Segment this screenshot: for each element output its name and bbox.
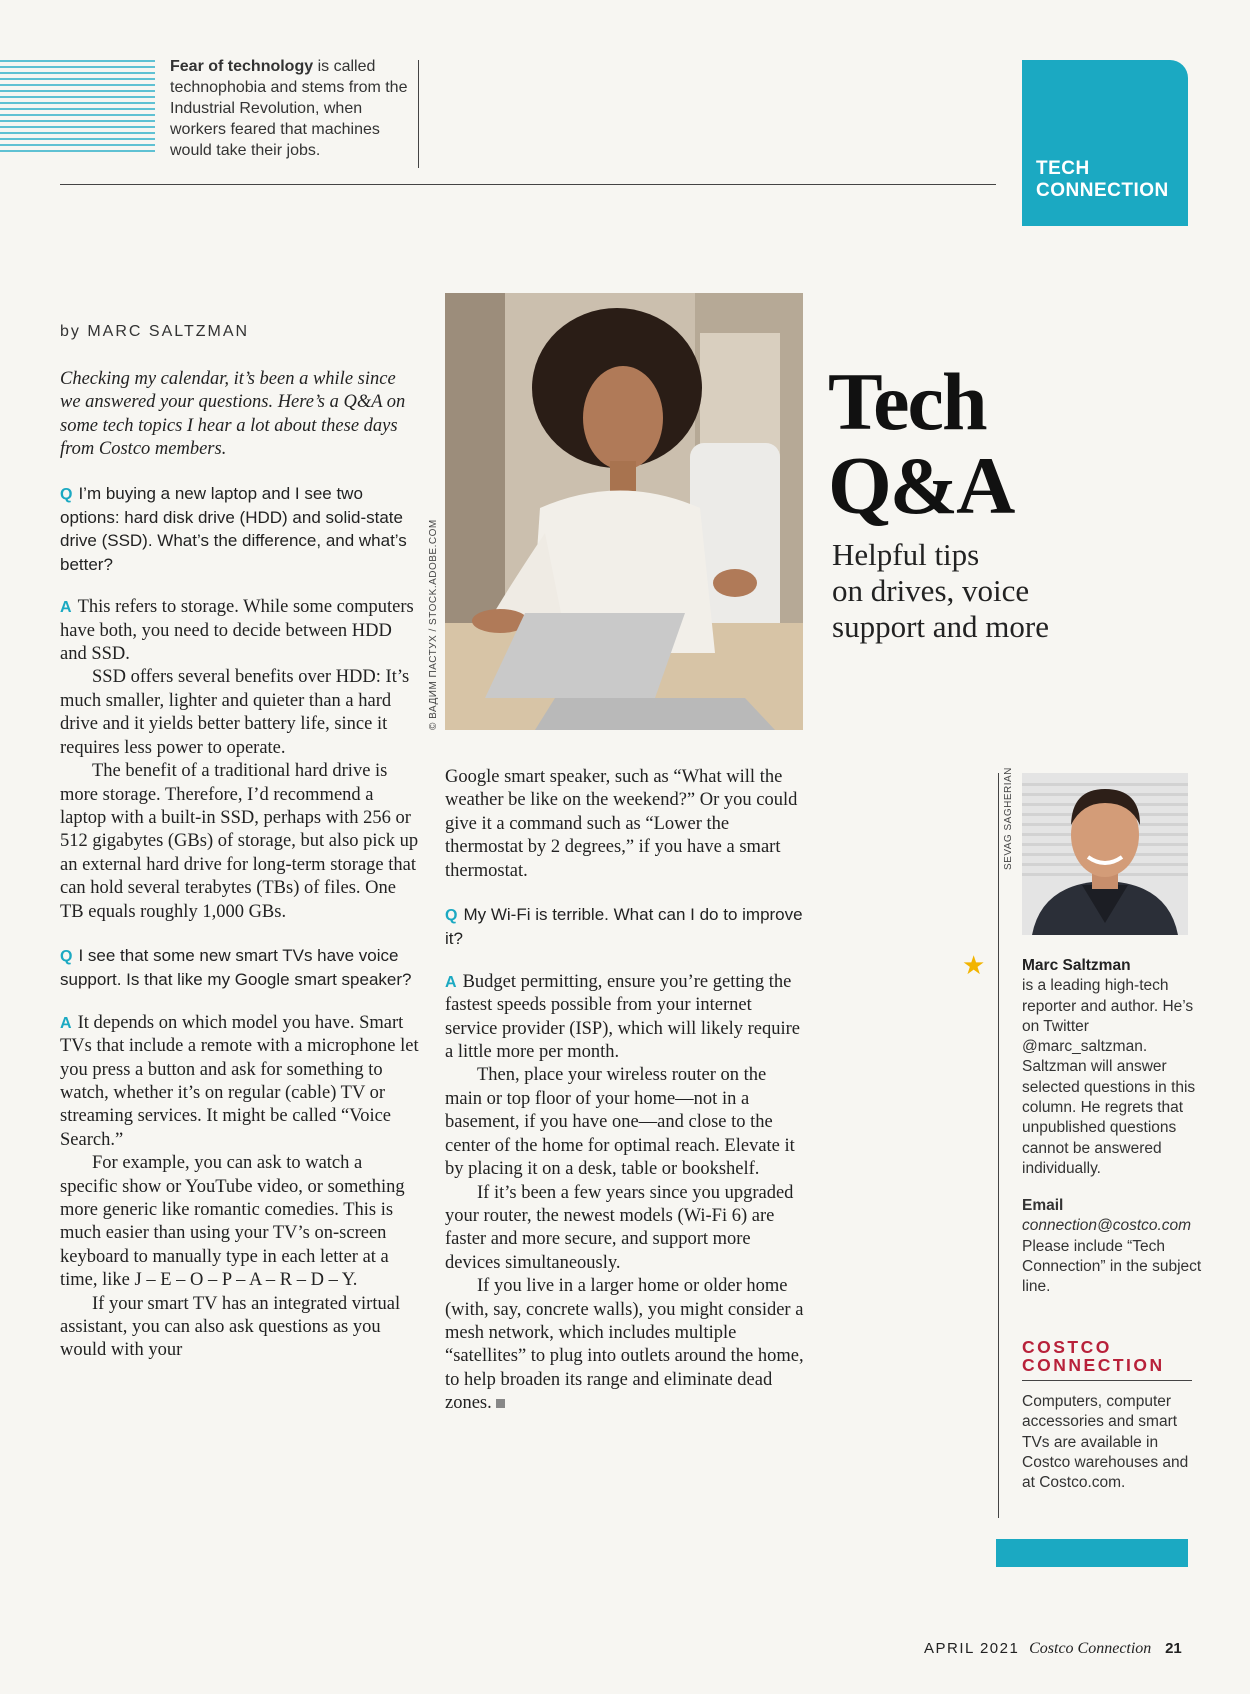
section-tab <box>1022 60 1188 226</box>
author-bio-text-2: . Saltzman will answer selected questions in this column. He regrets that unpublished questions cannot be answered individually. <box>1022 1038 1196 1177</box>
end-mark <box>496 1399 505 1408</box>
sidebar-footer-bar <box>996 1539 1188 1567</box>
dek-line1: Helpful tips <box>832 537 980 572</box>
question-1: Q I’m buying a new laptop and I see two options: hard disk drive (HDD) and solid-state drive (SSD). What’s the difference, and what’s better? <box>60 483 407 574</box>
q-marker: Q <box>60 485 73 503</box>
answer-3-p2: Then, place your wireless router on the main or top floor of your home—not in a basement, if you have one—and close to the center of the home for optimal reach. Elevate it by placing it on a desk, table or bookshelf. <box>445 1065 795 1180</box>
availability-text: Computers, computer accessories and smart TVs are available in Costco warehouses and at Costco.com. <box>1022 1393 1189 1492</box>
answer-1-p1: A This refers to storage. While some computers have both, you need to decide between HDD and SSD. <box>60 597 414 665</box>
section-tab-line1: TECH <box>1036 158 1090 179</box>
email-block <box>1022 1196 1212 1297</box>
sidebar-divider <box>998 773 999 1518</box>
answer-1-p2: SSD offers several benefits over HDD: It’s much smaller, lighter and quieter than a hard drive and it yields better battery life, since it requires less power to operate. <box>60 667 410 758</box>
author-bio <box>1022 956 1202 1179</box>
answer-3-p4: If you live in a larger home or older home (with, say, concrete walls), you might consider a mesh network, which includes multiple “satellites” to plug into outlets around the home, to help broaden its range and eliminate dead zones. <box>445 1276 804 1414</box>
headline-line1: Tech <box>828 356 986 447</box>
dek <box>832 537 1049 645</box>
answer-3-p3: If it’s been a few years since you upgraded your router, the newest models (Wi-Fi 6) are faster and more secure, and support more devices simultaneously. <box>445 1182 794 1273</box>
byline: by MARC SALTZMAN <box>60 323 250 340</box>
answer-2-p3: If your smart TV has an integrated virtual assistant, you can also ask questions as you would with your <box>60 1293 401 1361</box>
answer-1-p3: The benefit of a traditional hard drive is more storage. Therefore, I’d recommend a laptop with a built-in SSD, perhaps with 256 or 512 gigabytes (GBs) of storage, but also pick up an external hard drive for long-term storage that can hold several terabytes (TBs) of files. One TB equals roughly 1,000 GBs. <box>60 761 419 922</box>
answer-2-p2: For example, you can ask to watch a specific show or YouTube video, or something more generic like romantic comedies. This is much easier than using your TV’s on-screen keyboard to manually type in each letter at a time, like J – E – O – P – A – R – D – Y. <box>60 1153 405 1291</box>
page-footer <box>924 1640 1182 1658</box>
top-rule <box>60 184 996 185</box>
headline <box>828 356 1014 531</box>
logo-line2: CONNECTION <box>1022 1355 1165 1375</box>
author-portrait <box>1022 773 1188 935</box>
answer-2-p1: A It depends on which model you have. Smart TVs that include a remote with a microphone let you press a button and ask for something to watch, whether it’s on regular (cable) TV or streaming services. It might be called “Voice Search.” <box>60 1012 419 1150</box>
star-icon: ★ <box>962 951 986 980</box>
costco-connection-logo <box>1022 1338 1165 1374</box>
fact-text: is called technophobia and stems from the Industrial Revolution, when workers feared that machines would take their jobs. <box>170 58 408 159</box>
dek-line3: support and more <box>832 609 1049 644</box>
woman-laptop-illustration <box>445 293 803 730</box>
question-3: Q My Wi-Fi is terrible. What can I do to improve it? <box>445 905 803 949</box>
author-name: Marc Saltzman <box>1022 957 1131 974</box>
footer-date: APRIL 2021 <box>924 1640 1020 1657</box>
q-marker: Q <box>60 947 73 965</box>
logo-line1: COSTCO <box>1022 1337 1112 1357</box>
answer-1 <box>60 596 420 924</box>
answer-2-p4: Google smart speaker, such as “What will the weather be like on the weekend?” Or you could give it a command such as “Lower the thermostat by 2 degrees,” if you have a smart thermostat. <box>445 767 798 881</box>
portrait-credit: SEVAG SAGHERIAN <box>1003 767 1014 870</box>
q-marker: Q <box>445 907 458 925</box>
page-number: 21 <box>1165 1640 1182 1657</box>
fact-divider <box>418 60 419 168</box>
email-label: Email <box>1022 1197 1064 1214</box>
author-bio-text: is a leading high-tech reporter and author. He’s on Twitter <box>1022 977 1194 1035</box>
article-column-2 <box>445 766 805 1416</box>
author-twitter-handle: @marc_saltzman <box>1022 1038 1143 1056</box>
email-note: Please include “Tech Connection” in the subject line. <box>1022 1237 1202 1296</box>
article-photo <box>445 293 803 730</box>
a-marker: A <box>445 973 457 991</box>
dek-line2: on drives, voice <box>832 573 1030 608</box>
section-tab-line2: CONNECTION <box>1036 180 1169 201</box>
photo-credit: © ВАДИМ ПАСТУХ / STOCK.ADOBE.COM <box>428 519 439 730</box>
answer-3-p1: A Budget permitting, ensure you’re getting the fastest speeds possible from your internet service provider (ISP), which will likely require a little more per month. <box>445 971 800 1063</box>
headline-line2: Q&A <box>828 440 1014 531</box>
footer-magazine: Costco Connection <box>1029 1640 1152 1657</box>
answer-3 <box>445 971 805 1416</box>
intro-text: Checking my calendar, it’s been a while since we answered your questions. Here’s a Q&A on some tech topics I hear a lot about these days from Costco members. <box>60 369 406 460</box>
a-marker: A <box>60 599 72 617</box>
article-column-1 <box>60 368 420 1363</box>
fact-box <box>170 56 410 161</box>
a-marker: A <box>60 1014 72 1032</box>
logo-rule <box>1022 1380 1192 1381</box>
author-portrait-illustration <box>1022 773 1188 935</box>
decorative-stripes <box>0 60 155 156</box>
answer-2 <box>60 1012 420 1363</box>
email-address: connection@costco.com <box>1022 1217 1192 1235</box>
fact-lead: Fear of technology <box>170 58 314 75</box>
question-2: Q I see that some new smart TVs have voice support. Is that like my Google smart speaker? <box>60 945 412 990</box>
